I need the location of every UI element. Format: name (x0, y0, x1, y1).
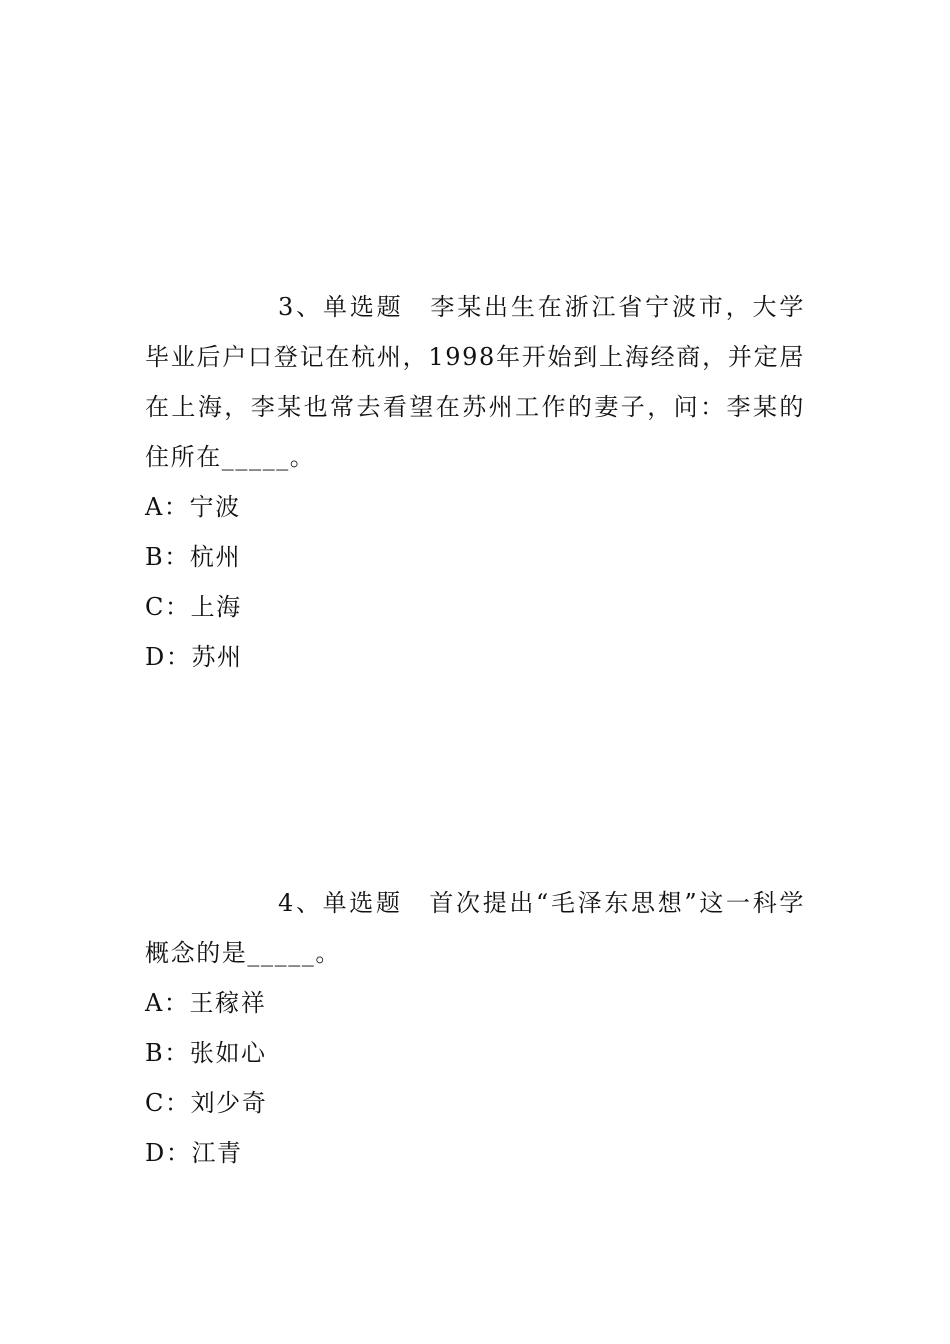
option-text: 王稼祥 (189, 989, 267, 1017)
option-d (145, 632, 805, 682)
option-c (145, 1078, 805, 1128)
question-stem: 4、单选题 首次提出“毛泽东思想”这一科学概念的是_____。 (145, 889, 805, 967)
option-d (145, 1128, 805, 1178)
option-letter: A： (145, 989, 190, 1017)
option-b (145, 532, 805, 582)
option-b (145, 1028, 805, 1078)
option-letter: C： (145, 1089, 191, 1117)
option-letter: C： (145, 593, 191, 621)
question-4 (145, 878, 805, 1178)
option-text: 江青 (191, 1139, 243, 1167)
option-text: 张如心 (189, 1039, 267, 1067)
option-text: 上海 (190, 593, 242, 621)
option-text: 刘少奇 (190, 1089, 268, 1117)
option-text: 苏州 (191, 643, 243, 671)
option-c (145, 582, 805, 632)
question-3 (145, 282, 805, 682)
option-letter: B： (145, 543, 190, 571)
option-list (145, 978, 805, 1178)
option-a (145, 978, 805, 1028)
option-letter: D： (145, 1139, 192, 1167)
option-text: 宁波 (189, 493, 241, 521)
option-letter: A： (145, 493, 190, 521)
option-text: 杭州 (189, 543, 242, 571)
option-letter: B： (145, 1039, 190, 1067)
option-letter: D： (145, 643, 192, 671)
question-stem: 3、单选题 李某出生在浙江省宁波市，大学毕业后户口登记在杭州，1998年开始到上海经商，并定居在上海，李某也常去看望在苏州工作的妻子，问：李某的住所在_____。 (145, 293, 805, 471)
option-a (145, 482, 805, 532)
option-list (145, 482, 805, 682)
